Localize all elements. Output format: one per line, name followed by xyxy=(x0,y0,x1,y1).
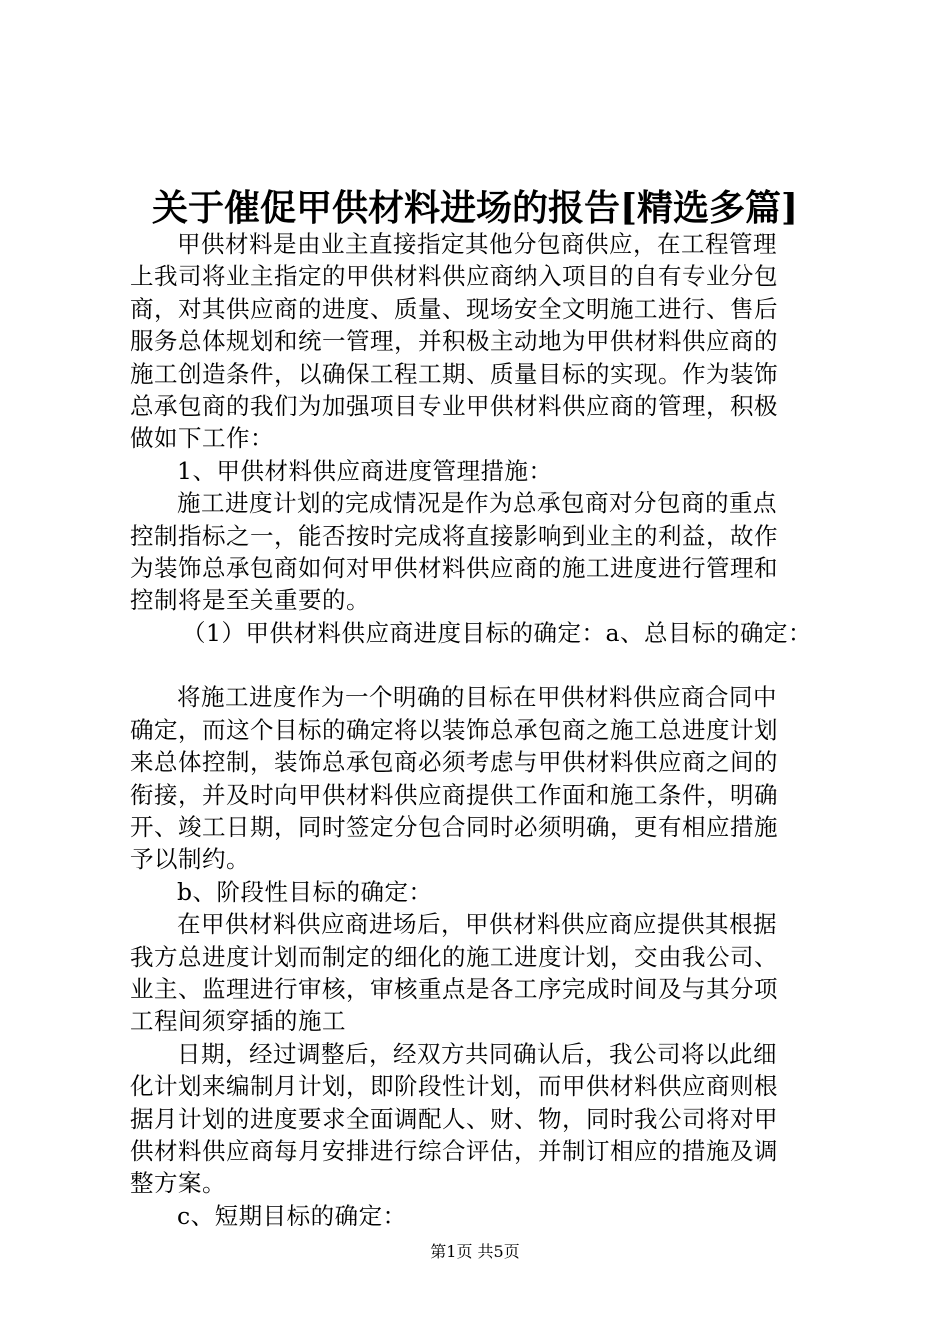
paragraph-line: 上我司将业主指定的甲供材料供应商纳入项目的自有专业分包 xyxy=(130,262,778,291)
paragraph-line: 在甲供材料供应商进场后，甲供材料供应商应提供其根据 xyxy=(177,910,777,939)
paragraph-line: 控制指标之一，能否按时完成将直接影响到业主的利益，故作 xyxy=(130,521,778,550)
document-title: 关于催促甲供材料进场的报告[精选多篇] xyxy=(151,187,799,229)
document-body xyxy=(130,228,835,1232)
paragraph-line: 做如下工作： xyxy=(130,424,274,453)
paragraph-line: 将施工进度作为一个明确的目标在甲供材料供应商合同中 xyxy=(177,683,777,712)
subsection-heading: （1）甲供材料供应商进度目标的确定：a、总目标的确定： xyxy=(182,618,812,647)
paragraph-line: 衔接，并及时向甲供材料供应商提供工作面和施工条件，明确 xyxy=(130,780,778,809)
paragraph-line: 确定，而这个目标的确定将以装饰总承包商之施工总进度计划 xyxy=(130,715,778,744)
page-footer: 第1页 共5页 xyxy=(430,1242,520,1261)
paragraph-line: 整方案。 xyxy=(130,1169,226,1198)
paragraph-line: 我方总进度计划而制定的细化的施工进度计划，交由我公司、 xyxy=(130,942,778,971)
subsection-heading: b、阶段性目标的确定： xyxy=(177,877,433,906)
paragraph-line: 化计划来编制月计划，即阶段性计划，而甲供材料供应商则根 xyxy=(130,1072,778,1101)
paragraph-line: 予以制约。 xyxy=(130,845,250,874)
section-heading: 1、甲供材料供应商进度管理措施： xyxy=(177,456,553,485)
paragraph-line: 工程间须穿插的施工 xyxy=(130,1007,346,1036)
paragraph-line: 供材料供应商每月安排进行综合评估，并制订相应的措施及调 xyxy=(130,1136,778,1165)
paragraph-line: 开、竣工日期，同时签定分包合同时必须明确，更有相应措施 xyxy=(130,813,778,842)
paragraph-line: 日期，经过调整后，经双方共同确认后，我公司将以此细 xyxy=(177,1039,777,1068)
paragraph-line: 来总体控制，装饰总承包商必须考虑与甲供材料供应商之间的 xyxy=(130,748,778,777)
paragraph-line: 控制将是至关重要的。 xyxy=(130,586,370,615)
blank-line xyxy=(130,649,835,681)
paragraph-line: 服务总体规划和统一管理，并积极主动地为甲供材料供应商的 xyxy=(130,327,778,356)
paragraph-line: 据月计划的进度要求全面调配人、财、物，同时我公司将对甲 xyxy=(130,1104,778,1133)
subsection-heading: c、短期目标的确定： xyxy=(177,1201,407,1230)
paragraph-line: 施工创造条件，以确保工程工期、质量目标的实现。作为装饰 xyxy=(130,359,778,388)
paragraph-line: 为装饰总承包商如何对甲供材料供应商的施工进度进行管理和 xyxy=(130,553,778,582)
paragraph-line: 总承包商的我们为加强项目专业甲供材料供应商的管理，积极 xyxy=(130,391,778,420)
paragraph-line: 业主、监理进行审核，审核重点是各工序完成时间及与其分项 xyxy=(130,974,778,1003)
paragraph-line: 甲供材料是由业主直接指定其他分包商供应，在工程管理 xyxy=(177,230,777,258)
paragraph-line: 商，对其供应商的进度、质量、现场安全文明施工进行、售后 xyxy=(130,294,778,323)
paragraph-line: 施工进度计划的完成情况是作为总承包商对分包商的重点 xyxy=(177,489,777,518)
